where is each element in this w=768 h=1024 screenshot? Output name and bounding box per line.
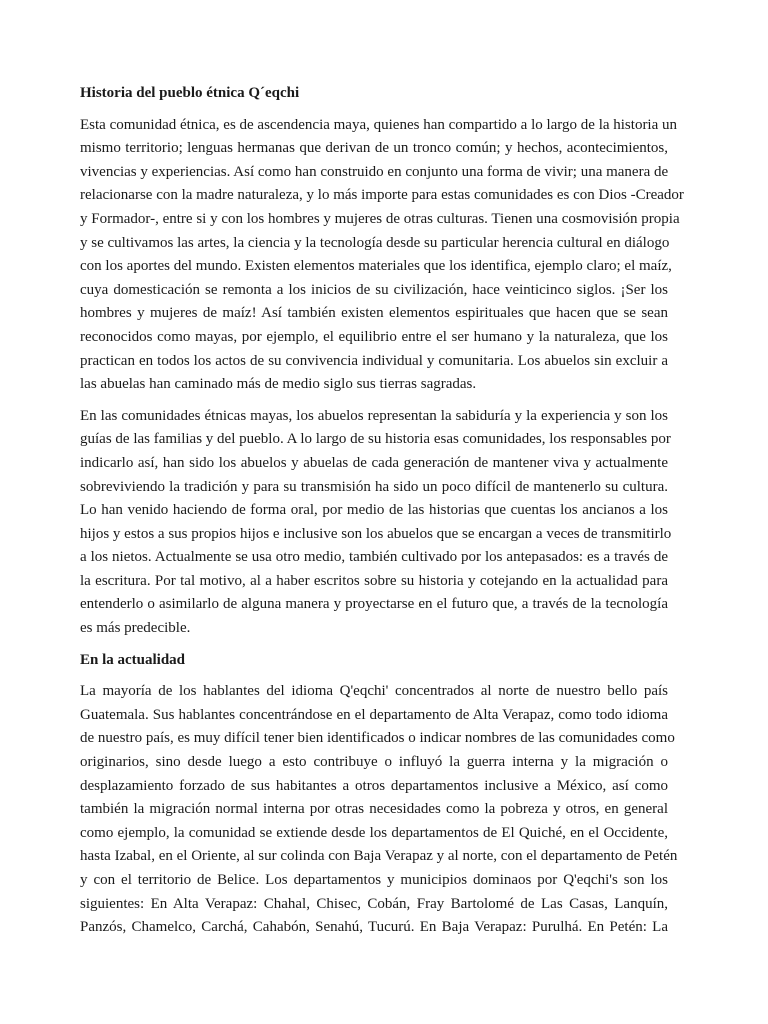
text-line: con los aportes del mundo. Existen elementos materiales que los identifica, ejemplo claro; el maíz, <box>80 258 672 275</box>
text-line: reconocidos como mayas, por ejemplo, el equilibrio entre el ser humano y la naturaleza, que los <box>80 328 668 345</box>
text-line: vivencias y experiencias. Así como han construido en conjunto una forma de vivir; una manera de <box>80 163 669 180</box>
text-line: y con el territorio de Belice. Los departamentos y municipios dominaos por Q'eqchi's son los <box>80 872 668 888</box>
text-line: indicarlo así, han sido los abuelos y abuelas de cada generación de mantener viva y actualmente <box>80 454 668 471</box>
text-line: Esta comunidad étnica, es de ascendencia maya, quienes han compartido a lo largo de la historia un <box>80 116 678 133</box>
text-line: mismo territorio; lenguas hermanas que derivan de un tronco común; y hechos, acontecimientos, <box>80 140 668 157</box>
text-line: La mayoría de los hablantes del idioma Q'eqchi' concentrados al norte de nuestro bello país <box>80 683 668 700</box>
text-line: también la migración normal interna por otras necesidades como la pobreza y otros, en general <box>80 801 668 818</box>
text-line: Panzós, Chamelco, Carchá, Cahabón, Senahú, Tucurú. En Baja Verapaz: Purulhá. En Petén: La <box>80 919 668 936</box>
text-line: practican en todos los actos de su convivencia individual y comunitaria. Los abuelos sin excluir a <box>80 352 668 369</box>
document-title: Historia del pueblo étnica Q´eqchi <box>80 85 300 101</box>
text-line: a los nietos. Actualmente se usa otro medio, también cultivado por los antepasados: es a través de <box>80 549 668 566</box>
document-page <box>80 82 684 948</box>
text-line: y Formador-, entre si y con los hombres y mujeres de otras culturas. Tienen una cosmovisión propia <box>80 210 680 227</box>
text-line: hijos y estos a sus propios hijos e inclusive son los abuelos que se encargan a veces de transmitirlo <box>80 525 672 542</box>
text-line: es más predecible. <box>80 620 191 637</box>
text-line: como ejemplo, la comunidad se extiende desde los departamentos de El Quiché, en el Occidente, <box>80 824 668 841</box>
text-line: originarios, sino desde luego a esto contribuye o influyó la guerra interna y la migración o <box>80 754 668 771</box>
text-line: entenderlo o asimilarlo de alguna manera y proyectarse en el futuro que, a través de la tecnología <box>80 596 668 613</box>
text-line: siguientes: En Alta Verapaz: Chahal, Chisec, Cobán, Fray Bartolomé de Las Casas, Lanquín, <box>80 895 668 912</box>
paragraph-2 <box>80 405 672 641</box>
text-line: Guatemala. Sus hablantes concentrándose en el departamento de Alta Verapaz, como todo idioma <box>80 706 668 723</box>
text-line: guías de las familias y del pueblo. A lo largo de su historia esas comunidades, los responsables por <box>80 431 671 448</box>
text-line: sobreviviendo la tradición y para su transmisión ha sido un poco difícil de mantenerlo su cultura. <box>80 478 668 495</box>
text-line: la escritura. Por tal motivo, al a haber escritos sobre su historia y cotejando en la actualidad para <box>80 572 668 589</box>
text-line: Lo han venido haciendo de forma oral, por medio de las historias que cuentas los ancianos a los <box>80 502 668 519</box>
text-line: las abuelas han caminado más de medio siglo sus tierras sagradas. <box>80 376 477 393</box>
text-line: hombres y mujeres de maíz! Así también existen elementos espirituales que hacen que se sean <box>80 305 668 322</box>
section-heading: En la actualidad <box>80 651 186 668</box>
paragraph-1 <box>80 114 684 397</box>
text-line: hasta Izabal, en el Oriente, al sur colinda con Baja Verapaz y al norte, con el departamento de Petén <box>80 848 678 865</box>
text-line: cuya domesticación se remonta a los inicios de su civilización, hace veinticinco siglos. ¡Ser los <box>80 281 668 298</box>
text-line: de nuestro país, es muy difícil tener bien identificados o indicar nombres de las comunidades como <box>80 730 675 747</box>
text-line: desplazamiento forzado de sus habitantes a otros departamentos inclusive a México, así como <box>80 777 668 794</box>
paragraph-3 <box>80 680 678 940</box>
text-line: En las comunidades étnicas mayas, los abuelos representan la sabiduría y la experiencia y son los <box>80 407 668 424</box>
text-line: relacionarse con la madre naturaleza, y lo más importe para estas comunidades es con Dios -Creador <box>80 187 684 204</box>
text-line: y se cultivamos las artes, la ciencia y la tecnología desde su particular herencia cultural en diálogo <box>80 234 670 251</box>
